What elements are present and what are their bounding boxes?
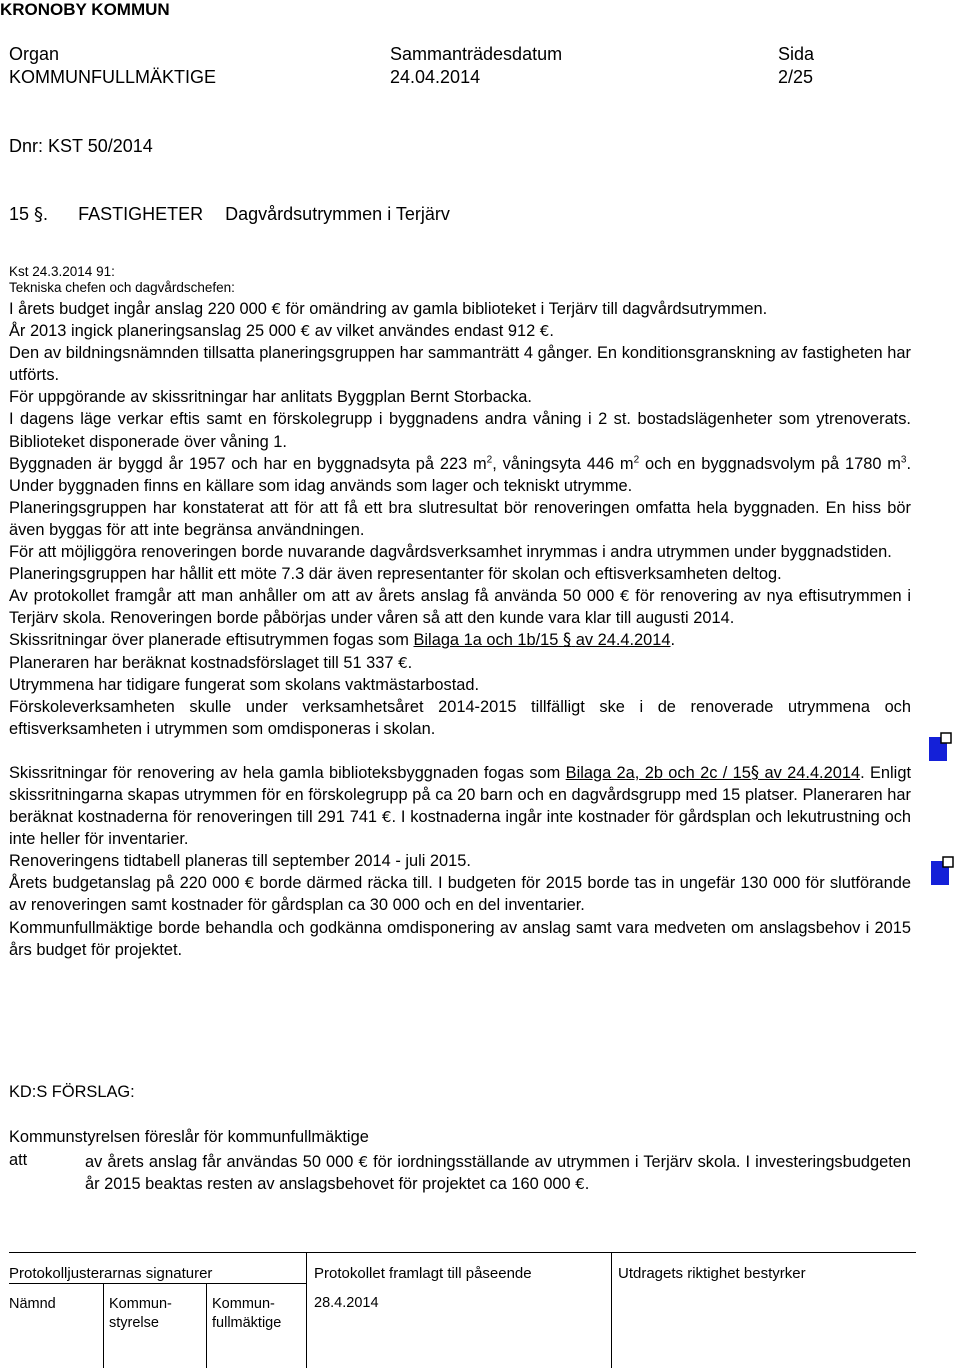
paragraph: Renoveringens tidtabell planeras till september 2014 - juli 2015. [9, 852, 471, 871]
paragraph: För att möjliggöra renoveringen borde nuvarande dagvårdsverksamhet inrymmas i andra utrymmen under byggnadstiden. [9, 543, 892, 562]
paragraph: Planeringsgruppen har konstaterat att för att få ett bra slutresultat bör renoveringen omfatta hela byggnaden. En hiss bör även byggas för att inte begränsa användningen. [9, 498, 911, 539]
proposal-heading: KD:S FÖRSLAG: [9, 1083, 135, 1101]
proposal-att: att [9, 1151, 28, 1169]
footer-kommunstyrelse: Kommun- styrelse [109, 1296, 172, 1331]
paragraph: Förskoleverksamheten skulle under verksamhetsåret 2014-2015 tillfälligt ske i de renoverade utrymmena och eftisverksamheten i utrymmen som omdisponeras i skolan. [9, 697, 911, 738]
footer-inner-rule [9, 1283, 306, 1284]
paragraph: Utrymmena har tidigare fungerat som skolans vaktmästarbostad. [9, 675, 480, 694]
footer-divider [306, 1252, 307, 1368]
footer-signatures-label: Protokolljusterarnas signaturer [9, 1265, 213, 1282]
footer-kommunfullmaktige: Kommun- fullmäktige [212, 1296, 282, 1331]
footer-displayed-label: Protokollet framlagt till påseende [314, 1265, 532, 1282]
attachment-link[interactable]: Bilaga 2a, 2b och 2c / 15§ av 24.4.2014 [565, 762, 861, 782]
paragraph: Planeringsgruppen har hållit ett möte 7.3 där även representanter för skolan och eftisverksamheten deltog. [9, 565, 782, 584]
section-heading: 15 §. FASTIGHETER Dagvårdsutrymmen i Terjärv [9, 204, 450, 225]
footer-divider [611, 1252, 612, 1368]
attachment-link-icon[interactable] [930, 856, 954, 886]
paragraph: Byggnaden är byggd år 1957 och har en byggnadsyta på 223 $m^2$, våningsyta 446 $m^2$ och en byggnadsvolym på 1780 $m^3$. Under byggnaden finns en källare som idag används som lager och tekniskt utrymme. [9, 454, 912, 495]
body-text [9, 298, 911, 961]
attachment-link[interactable]: Bilaga 1a och 1b/15 § av 24.4.2014 [413, 630, 671, 650]
paragraph: Skissritningar över planerade eftisutrymmen fogas som Bilaga 1a och 1b/15 § av 24.4.2014. [9, 630, 676, 650]
organization-name: KRONOBY KOMMUN [0, 0, 170, 19]
footer-namnd: Nämnd [9, 1296, 56, 1312]
kst-subtitle: Tekniska chefen och dagvårdschefen: [9, 280, 235, 295]
paragraph: I dagens läge verkar eftis samt en förskolegrupp i byggnadens andra våning i 2 st. bostadslägenheter som ytrenoverats. Biblioteket disponerade över våning 1. [9, 410, 911, 451]
proposal-intro: Kommunstyrelsen föreslår för kommunfullmäktige [9, 1128, 369, 1146]
footer-extract-label: Utdragets riktighet bestyrker [618, 1265, 806, 1282]
section-title: Dagvårdsutrymmen i Terjärv [225, 204, 450, 224]
date-value: 24.04.2014 [390, 67, 481, 87]
organ-value: KOMMUNFULLMÄKTIGE [9, 67, 217, 87]
paragraph: Skissritningar för renovering av hela gamla biblioteksbyggnaden fogas som Bilaga 2a, 2b och 2c / 15§ av 24.4.2014. Enligt skissritningarna skapas utrymmen för en förskolegrupp på ca 20 barn och en dagvårdsgrupp med 15 platser. Planeraren har beräknat kostnaderna för renoveringen till 291 741 €. I kostnaderna ingår inte kostnader för gårdsplan och lekutrustning och inte heller för inventarier. [9, 762, 911, 849]
paragraph: Årets budgetanslag på 220 000 € borde därmed räcka till. I budgeten för 2015 borde tas in ungefär 130 000 för slutförande av renoveringen samt kostnader för gårdsplan ca 30 000 och en del inventarier. [9, 874, 911, 915]
footer-divider [206, 1283, 207, 1368]
date-label: Sammanträdesdatum [390, 44, 563, 64]
paragraph: Planeraren har beräknat kostnadsförslaget till 51 337 €. [9, 653, 413, 672]
paragraph: Av protokollet framgår att man anhåller om att av årets anslag få använda 50 000 € för renovering av nya eftisutrymmen i Terjärv skola. Renoveringen borde påbörjas under våren så att den kunde vara klar till augusti 2014. [9, 587, 911, 628]
page-value: 2/25 [778, 67, 814, 87]
paragraph: För uppgörande av skissritningar har anlitats Byggplan Bernt Storbacka. [9, 388, 532, 407]
paragraph: År 2013 ingick planeringsanslag 25 000 € av vilket användes endast 912 €. [9, 322, 554, 341]
attachment-link-icon[interactable] [928, 732, 952, 762]
footer-top-rule [9, 1252, 916, 1253]
paragraph: Den av bildningsnämnden tillsatta planeringsgruppen har sammanträtt 4 gånger. En konditionsgranskning av fastigheten har utförts. [9, 344, 911, 385]
page-label: Sida [778, 44, 815, 64]
section-category: FASTIGHETER [78, 204, 204, 224]
section-sign: § [34, 204, 44, 225]
paragraph: I årets budget ingår anslag 220 000 € för omändring av gamla biblioteket i Terjärv till dagvårdsutrymmen. [9, 300, 768, 318]
proposal-text: av årets anslag får användas 50 000 € för iordningsställande av utrymmen i Terjärv skola. I investeringsbudgeten år 2015 beaktas resten av anslagsbehovet för projektet ca 160 000 €. [85, 1153, 911, 1193]
footer-date: 28.4.2014 [314, 1295, 379, 1311]
dnr: Dnr: KST 50/2014 [9, 136, 153, 156]
kst-reference: Kst 24.3.2014 91: [9, 264, 115, 279]
organ-label: Organ [9, 44, 60, 64]
section-number: 15 [9, 204, 30, 224]
paragraph: Kommunfullmäktige borde behandla och godkänna omdisponering av anslag samt vara medveten om anslagsbehov i 2015 års budget för projektet. [9, 918, 911, 959]
footer-divider [103, 1283, 104, 1368]
